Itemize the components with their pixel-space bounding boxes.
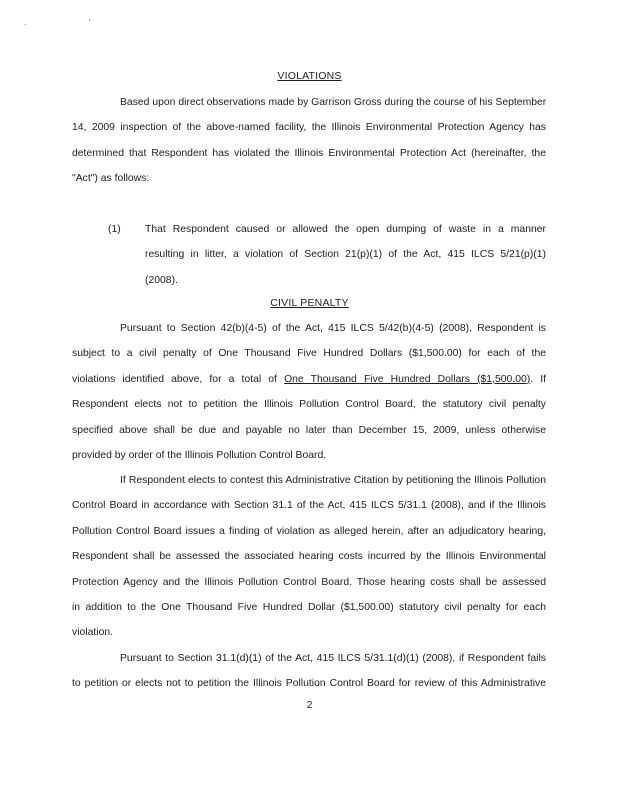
text-line: provided by order of the Illinois Pollution Control Board. [72,450,327,462]
text-line: subject to a civil penalty of One Thousand Five Hundred Dollars ($1,500.00) for each of the [72,348,546,360]
penalty-paragraph-1 [72,316,546,468]
civil-penalty-heading: CIVIL PENALTY [270,297,349,309]
text-line: Respondent elects not to petition the Illinois Pollution Control Board, the statutory civil penalty [72,399,546,411]
text-line: resulting in litter, a violation of Section 21(p)(1) of the Act, 415 ILCS 5/21(p)(1) [145,249,546,261]
penalty-paragraph-3 [72,646,546,697]
text-line: (2008). [145,274,178,286]
violations-heading: VIOLATIONS [277,70,342,82]
text-line: Control Board in accordance with Section 31.1 of the Act, 415 ILCS 5/31.1 (2008), and if the Illinois [72,500,546,512]
scan-marks: . ' [24,18,120,27]
text-line: 14, 2009 inspection of the above-named facility, the Illinois Environmental Protection Agency has [72,122,546,134]
page-number: 2 [306,700,313,711]
text-line: violation. [72,627,114,639]
text-line: That Respondent caused or allowed the open dumping of waste in a manner [145,224,546,235]
text-line: Protection Agency and the Illinois Pollution Control Board. Those hearing costs shall be assessed [72,576,546,588]
violations-paragraph [72,90,546,192]
text-line [72,367,546,392]
text-line: Pursuant to Section 42(b)(4-5) of the Act, 415 ILCS 5/42(b)(4-5) (2008), Respondent is [120,323,546,334]
text-line: specified above shall be due and payable no later than December 15, 2009, unless otherwise [72,424,546,436]
text-line: Based upon direct observations made by Garrison Gross during the course of his September [120,97,547,108]
text-line: Pursuant to Section 31.1(d)(1) of the Act, 415 ILCS 5/31.1(d)(1) (2008), if Respondent fails [120,653,546,664]
item-number: (1) [108,224,121,235]
text-line: determined that Respondent has violated the Illinois Environmental Protection Act (hereinafter, the [72,147,546,159]
text-line: If Respondent elects to contest this Administrative Citation by petitioning the Illinois Pollution [120,475,546,486]
violation-item [145,217,546,293]
text-line: in addition to the One Thousand Five Hundred Dollar ($1,500.00) statutory civil penalty for each [72,602,546,614]
text-line: Respondent shall be assessed the associated hearing costs incurred by the Illinois Environmental [72,551,546,563]
text-line: "Act") as follows: [72,173,150,185]
text-line: Pollution Control Board issues a finding of violation as alleged herein, after an adjudicatory hearing, [72,525,546,537]
penalty-total: One Thousand Five Hundred Dollars ($1,500.00) [284,373,531,385]
text-segment: violations identified above, for a total of [72,373,277,385]
text-segment: . If [530,373,546,385]
text-line: to petition or elects not to petition the Illinois Pollution Control Board for review of this Administrative [72,678,546,690]
penalty-paragraph-2 [72,468,546,646]
